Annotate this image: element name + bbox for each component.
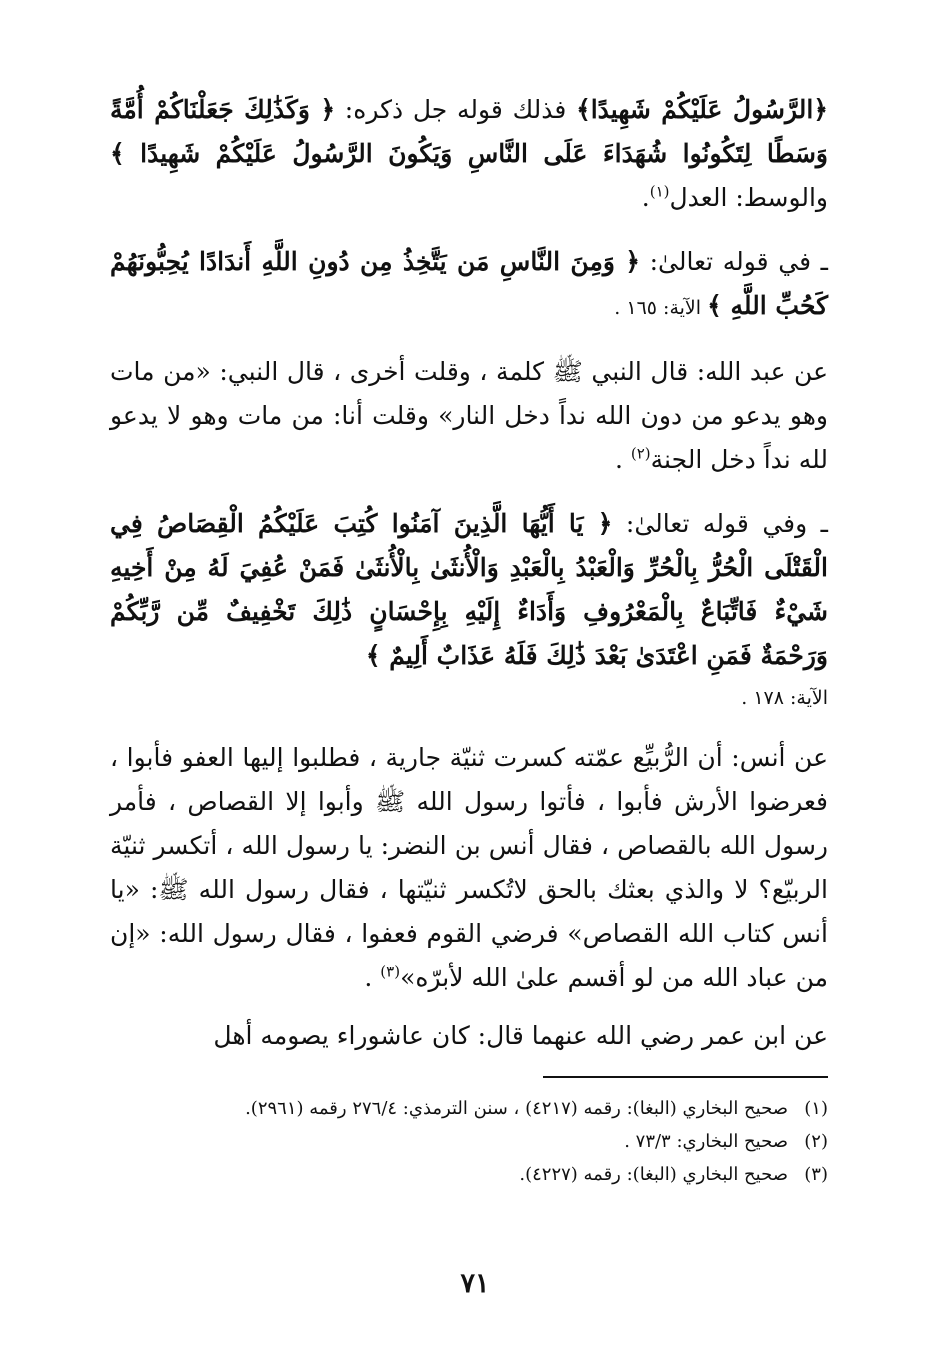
footnote-ref: (٢) <box>630 444 651 463</box>
footnote-ref: (١) <box>649 182 670 201</box>
verse-intro: ـ في قوله تعالىٰ: <box>639 247 828 276</box>
hadith-text: عن أنس: أن الرُّبيِّع عمّته كسرت ثنيّة جارية ، فطلبوا إليها العفو فأبوا ، فعرضوا الأرش فأبوا ، فأتوا رسول الله ﷺ وأبوا إلا القصاص ، فأمر رسول الله بالقصاص ، فقال أنس بن النضر: يا رسول الله ، أتكسر ثنيّة الربيّع؟ لا والذي بعثك بالحق لاتُكسر ثنيّتها ، فقال رسول الله ﷺ: «يا أنس كتاب الله القصاص» فرضي القوم فعفوا ، فقال رسول الله: «إن من عباد الله من لو أقسم علىٰ الله لأبرّه» <box>110 743 828 992</box>
verse-intro: ـ وفي قوله تعالىٰ: <box>612 509 828 538</box>
paragraph-5: عن أنس: أن الرُّبيِّع عمّته كسرت ثنيّة جارية ، فطلبوا إليها العفو فأبوا ، فعرضوا الأرش فأبوا ، فأتوا رسول الله ﷺ وأبوا إلا القصاص ، فأمر رسول الله بالقصاص ، فقال أنس بن النضر: يا رسول الله ، أتكسر ثنيّة الربيّع؟ لا والذي بعثك بالحق لاتُكسر ثنيّتها ، فقال رسول الله ﷺ: «يا أنس كتاب الله القصاص» فرضي القوم فعفوا ، فقال رسول الله: «إن من عباد الله من لو أقسم علىٰ الله لأبرّه»$^{(٣)}$ . <box>110 743 828 992</box>
footnotes <box>110 1092 828 1191</box>
quran-verse: ﴿ وَكَذَٰلِكَ جَعَلْنَاكُمْ أُمَّةً وَسَطًا لِتَكُونُوا شُهَدَاءَ عَلَى النَّاسِ وَيَكُونَ الرَّسُولُ عَلَيْكُمْ شَهِيدًا ﴾ <box>110 95 828 168</box>
footnote-text: صحيح البخاري (البغا): رقمه (٤٢٢٧). <box>519 1164 788 1185</box>
page-number: ٧١ <box>460 1268 490 1299</box>
footnote-2 <box>110 1125 828 1158</box>
paragraph-6 <box>110 1014 828 1058</box>
verse-reference: الآية: ١٦٥ . <box>614 297 708 319</box>
footnote-text: صحيح البخاري: ٧٣/٣ . <box>624 1131 788 1152</box>
paragraph-1: ﴿الرَّسُولُ عَلَيْكُمْ شَهِيدًا﴾ فذلك قوله جل ذكره: ﴿ وَكَذَٰلِكَ جَعَلْنَاكُمْ أُمَّةً وَسَطًا لِتَكُونُوا شُهَدَاءَ عَلَى النَّاسِ وَيَكُونَ الرَّسُولُ عَلَيْكُمْ شَهِيدًا ﴾ والوسط: العدل$^{(١)}$. <box>110 95 828 212</box>
hadith-text: عن عبد الله: قال النبي ﷺ كلمة ، وقلت أخرى ، قال النبي: «من مات وهو يدعو من دون الله نداً دخل النار» وقلت أنا: من مات وهو لا يدعو لله نداً دخل الجنة <box>110 357 828 474</box>
verse-reference: الآية: ١٧٨ . <box>741 687 828 709</box>
footnote-number: (٢) <box>804 1131 828 1152</box>
paragraph-3: عن عبد الله: قال النبي ﷺ كلمة ، وقلت أخرى ، قال النبي: «من مات وهو يدعو من دون الله نداً دخل النار» وقلت أنا: من مات وهو لا يدعو لله نداً دخل الجنة$^{(٢)}$ . <box>110 357 828 474</box>
quran-verse: ﴿ وَمِنَ النَّاسِ مَن يَتَّخِذُ مِن دُونِ اللَّهِ أَندَادًا يُحِبُّونَهُمْ كَحُبِّ اللَّهِ ﴾ <box>110 247 828 320</box>
footnote-number: (١) <box>804 1098 828 1119</box>
quran-verse: ﴿ يَا أَيُّهَا الَّذِينَ آمَنُوا كُتِبَ عَلَيْكُمُ الْقِصَاصُ فِي الْقَتْلَى الْحُرُّ بِالْحُرِّ وَالْعَبْدُ بِالْعَبْدِ وَالْأُنثَىٰ بِالْأُنثَىٰ فَمَنْ عُفِيَ لَهُ مِنْ أَخِيهِ شَيْءٌ فَاتِّبَاعٌ بِالْمَعْرُوفِ وَأَدَاءٌ إِلَيْهِ بِإِحْسَانٍ ذَٰلِكَ تَخْفِيفٌ مِّن رَّبِّكُمْ وَرَحْمَةٌ فَمَنِ اعْتَدَىٰ بَعْدَ ذَٰلِكَ فَلَهُ عَذَابٌ أَلِيمٌ ﴾ <box>110 509 828 670</box>
footnote-number: (٣) <box>804 1164 828 1185</box>
paragraph-text: والوسط: العدل <box>669 183 828 212</box>
footnote-1 <box>110 1092 828 1125</box>
quran-fragment: ﴿الرَّسُولُ عَلَيْكُمْ شَهِيدًا﴾ <box>576 95 828 124</box>
page-body <box>110 88 828 1191</box>
footnote-text: صحيح البخاري (البغا): رقمه (٤٢١٧) ، سنن الترمذي: ٢٧٦/٤ رقمه (٢٩٦١). <box>245 1098 788 1119</box>
paragraph-2 <box>110 240 828 330</box>
footnote-3 <box>110 1158 828 1191</box>
footnote-ref: (٣) <box>380 962 401 981</box>
paragraph-4 <box>110 502 828 678</box>
paragraph-text: فذلك قوله جل ذكره: <box>335 95 577 124</box>
hadith-text: عن ابن عمر رضي الله عنهما قال: كان عاشوراء يصومه أهل <box>213 1021 828 1050</box>
footnote-divider <box>543 1076 828 1078</box>
